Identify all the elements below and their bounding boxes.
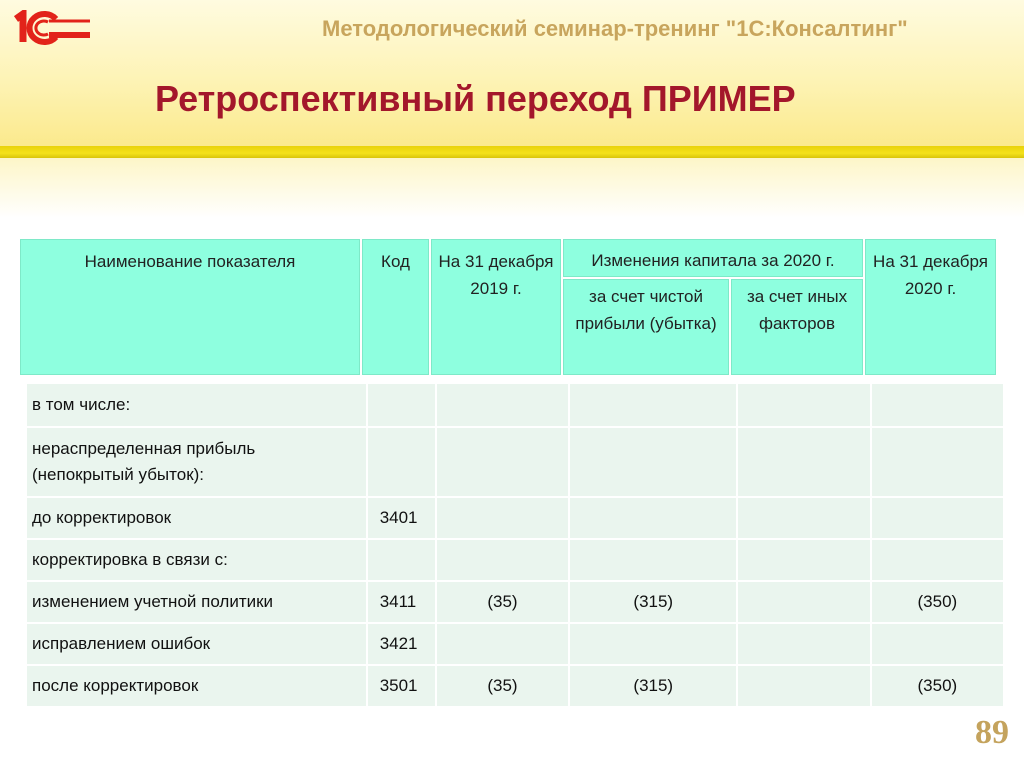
row-code: 3411: [368, 582, 435, 622]
row-other: [738, 428, 869, 496]
row-start: [437, 428, 568, 496]
row-end: [872, 540, 1003, 580]
table-row: [27, 428, 1003, 496]
row-name: изменением учетной политики: [27, 582, 366, 622]
header-stripe: [0, 146, 1024, 158]
row-code: 3501: [368, 666, 435, 706]
row-code: 3401: [368, 498, 435, 538]
row-net-profit: [570, 384, 736, 426]
row-net-profit: [570, 624, 736, 664]
row-code: 3421: [368, 624, 435, 664]
row-name: в том числе:: [27, 384, 366, 426]
row-other: [738, 582, 869, 622]
row-code: [368, 428, 435, 496]
header-fade: [0, 158, 1024, 218]
slide-title: Ретроспективный переход ПРИМЕР: [155, 78, 796, 119]
row-code: [368, 384, 435, 426]
logo-1c-icon: [10, 10, 92, 46]
row-end: [872, 624, 1003, 664]
row-start: [437, 624, 568, 664]
header-capital-changes: Изменения капитала за 2020 г.: [563, 239, 863, 277]
table-row: [27, 384, 1003, 426]
row-net-profit: (315): [570, 582, 736, 622]
row-name: после корректировок: [27, 666, 366, 706]
row-end: [872, 498, 1003, 538]
row-start: (35): [437, 666, 568, 706]
row-net-profit: [570, 540, 736, 580]
header-start-date: На 31 декабря 2019 г.: [431, 239, 561, 375]
page-number: 89: [975, 714, 1009, 751]
table-header: [18, 237, 998, 377]
table-row: [27, 666, 1003, 706]
data-table: [25, 382, 1005, 708]
row-end: [872, 428, 1003, 496]
row-end: (350): [872, 582, 1003, 622]
row-code: [368, 540, 435, 580]
row-net-profit: (315): [570, 666, 736, 706]
table-row: [27, 582, 1003, 622]
header-name: Наименование показателя: [20, 239, 360, 375]
row-other: [738, 384, 869, 426]
header-end-date: На 31 декабря 2020 г.: [865, 239, 996, 375]
seminar-title: Методологический семинар-тренинг "1С:Консалтинг": [322, 16, 908, 41]
row-other: [738, 540, 869, 580]
row-name: исправлением ошибок: [27, 624, 366, 664]
row-start: [437, 384, 568, 426]
table-row: [27, 624, 1003, 664]
row-net-profit: [570, 428, 736, 496]
row-other: [738, 624, 869, 664]
row-net-profit: [570, 498, 736, 538]
row-name: нераспределенная прибыль (непокрытый убыток):: [27, 428, 366, 496]
header-code: Код: [362, 239, 429, 375]
row-name: корректировка в связи с:: [27, 540, 366, 580]
row-other: [738, 498, 869, 538]
row-start: (35): [437, 582, 568, 622]
row-start: [437, 540, 568, 580]
header-net-profit: за счет чистой прибыли (убытка): [563, 279, 729, 375]
row-name: до корректировок: [27, 498, 366, 538]
row-start: [437, 498, 568, 538]
table-row: [27, 498, 1003, 538]
row-end: (350): [872, 666, 1003, 706]
row-other: [738, 666, 869, 706]
table-row: [27, 540, 1003, 580]
header-other-factors: за счет иных факторов: [731, 279, 863, 375]
row-end: [872, 384, 1003, 426]
